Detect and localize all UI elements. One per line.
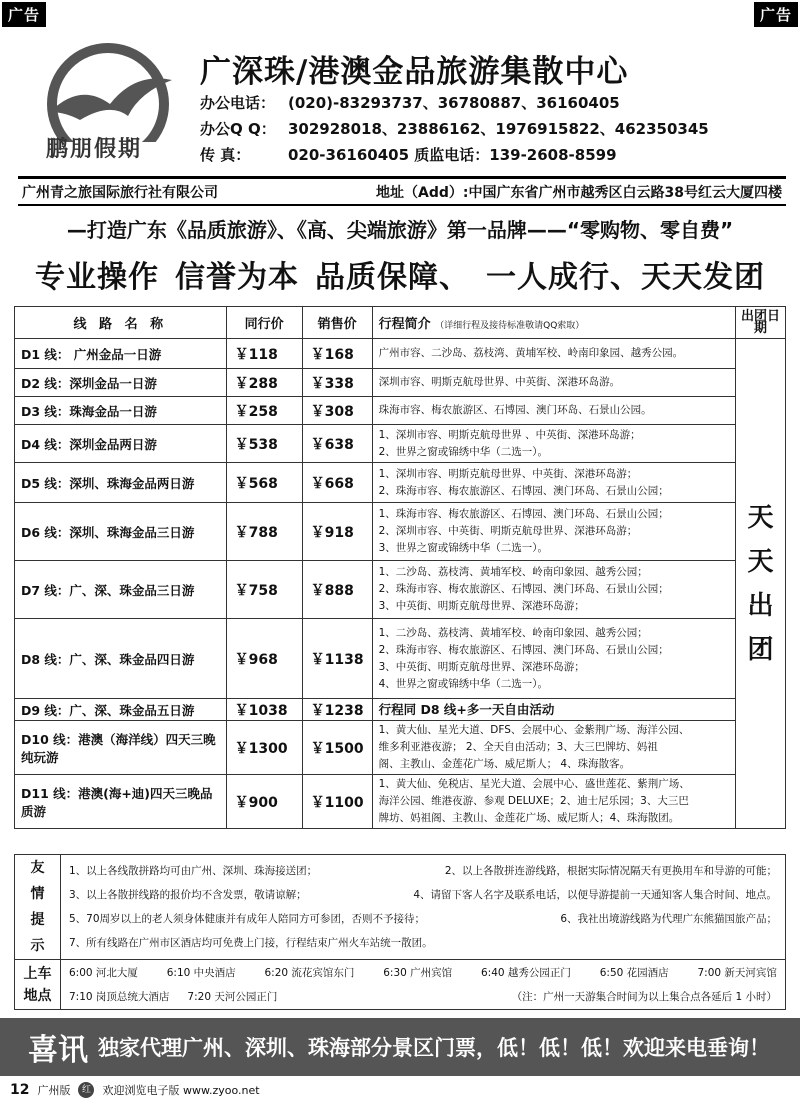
pickup-row bbox=[15, 960, 786, 1010]
slogan: —打造广东《品质旅游》、《高、尖端旅游》第一品牌——“零购物、零自费” bbox=[66, 218, 734, 242]
itinerary bbox=[372, 775, 735, 829]
itinerary-line: 海洋公园、维港夜游、参观 DELUXE；2、迪士尼乐园；3、大三巴 bbox=[378, 795, 689, 807]
peer-price: ￥538 bbox=[226, 425, 302, 463]
table-header: 线 路 名 称 同行价 销售价 行程简介 （详细行程及接待标准敬请QQ索取） 出团日期 bbox=[15, 307, 786, 339]
itinerary-line: 1、黄大仙、免税店、星光大道、会展中心、盛世莲花、紫荆广场、 bbox=[378, 778, 690, 790]
contact-qq: 办公Q Q： 302928018、23886162、1976915822、462350345 bbox=[200, 120, 709, 138]
table-row bbox=[15, 463, 786, 503]
agency-name: 广州青之旅国际旅行社有限公司 bbox=[22, 184, 218, 201]
brand-name: 鹏朋假期 bbox=[46, 137, 143, 162]
sale-price: ￥1238 bbox=[302, 699, 372, 721]
table-row bbox=[15, 397, 786, 425]
itinerary bbox=[372, 425, 735, 463]
itinerary-line: 行程同 D8 线+多一天自由活动 bbox=[378, 702, 555, 717]
itinerary-line: 阁、主教山、金莲花广场、威尼斯人； 4、珠海散客。 bbox=[378, 758, 631, 770]
itinerary-line: 2、珠海市容、梅农旅游区、石博园、澳门环岛、石景山公园； bbox=[378, 643, 669, 656]
itinerary bbox=[372, 463, 735, 503]
peer-price: ￥900 bbox=[226, 775, 302, 829]
edition: 广州版 bbox=[37, 1084, 71, 1097]
itinerary-line: 珠海市容、梅农旅游区、石博园、澳门环岛、石景山公园。 bbox=[378, 404, 652, 416]
itinerary-line: 2、珠海市容、梅农旅游区、石博园、澳门环岛、石景山公园； bbox=[378, 583, 669, 595]
sale-price: ￥338 bbox=[302, 369, 372, 397]
route-name: D7 线：广、深、珠金品三日游 bbox=[15, 561, 227, 619]
peer-price: ￥1038 bbox=[226, 699, 302, 721]
pickup-point: 6:30 广州宾馆 bbox=[383, 966, 453, 979]
table-row bbox=[15, 503, 786, 561]
route-name: D5 线：深圳、珠海金品两日游 bbox=[15, 463, 227, 503]
route-name: D9 线：广、深、珠金品五日游 bbox=[15, 699, 227, 721]
pickup-point: 6:00 河北大厦 bbox=[69, 966, 138, 979]
itinerary-line: 3、中英街、明斯克航母世界、深港环岛游； bbox=[378, 660, 585, 673]
itinerary-line: 1、二沙岛、荔枝湾、黄埔军校、岭南印象园、越秀公园； bbox=[378, 566, 648, 578]
pickup-body bbox=[61, 960, 786, 1010]
itinerary-line: 深圳市容、明斯克航母世界、中英街、深港环岛游。 bbox=[378, 376, 621, 388]
itinerary bbox=[372, 561, 735, 619]
pickup-point: 7:20 天河公园正门 bbox=[187, 990, 278, 1003]
route-name: D11 线：港澳(海+迪)四天三晚品质游 bbox=[15, 775, 227, 829]
routes-table bbox=[14, 306, 786, 829]
banner-headline: 喜讯 bbox=[28, 1033, 88, 1068]
peer-price: ￥118 bbox=[226, 339, 302, 369]
sale-price: ￥1100 bbox=[302, 775, 372, 829]
itinerary bbox=[372, 369, 735, 397]
itinerary-line: 3、世界之窗或锦绣中华（二选一）。 bbox=[378, 542, 549, 554]
sale-price: ￥918 bbox=[302, 503, 372, 561]
pickup-point: 6:50 花园酒店 bbox=[599, 966, 669, 979]
sale-price: ￥638 bbox=[302, 425, 372, 463]
itinerary bbox=[372, 397, 735, 425]
sale-price: ￥668 bbox=[302, 463, 372, 503]
pickup-point: （注：广州一天游集合时间为以上集合点各延后 1 小时） bbox=[511, 990, 777, 1003]
site-logo-icon: 红 bbox=[78, 1082, 94, 1098]
agency-address: 地址（Add）:中国广东省广州市越秀区白云路38号红云大厦四楼 bbox=[376, 184, 782, 201]
pickup-point: 6:10 中央酒店 bbox=[166, 966, 236, 979]
route-name: D8 线：广、深、珠金品四日游 bbox=[15, 619, 227, 699]
pickup-line bbox=[69, 961, 777, 985]
itinerary-line: 维多利亚港夜游； 2、全天自由活动；3、大三巴牌坊、妈祖 bbox=[378, 741, 658, 753]
itinerary-line: 2、珠海市容、梅农旅游区、石博园、澳门环岛、石景山公园； bbox=[378, 484, 669, 497]
sale-price: ￥1138 bbox=[302, 619, 372, 699]
motto: 专业操作 信誉为本 品质保障、 一人成行、天天发团 bbox=[35, 260, 765, 295]
table-row bbox=[15, 699, 786, 721]
route-name: D2 线：深圳金品一日游 bbox=[15, 369, 227, 397]
peer-price: ￥288 bbox=[226, 369, 302, 397]
table-row bbox=[15, 561, 786, 619]
news-banner bbox=[0, 1018, 800, 1076]
contact-phone: 办公电话： (020)-83293737、36780887、36160405 bbox=[200, 94, 620, 112]
itinerary-line: 牌坊、妈祖阁、主教山、金莲花广场、威尼斯人；4、珠海散团。 bbox=[378, 812, 680, 824]
route-name: D4 线：深圳金品两日游 bbox=[15, 425, 227, 463]
itinerary-line: 1、黄大仙、星光大道、DFS、会展中心、金紫荆广场、海洋公园、 bbox=[378, 724, 690, 736]
itinerary-line: 2、深圳市容、中英街、明斯克航母世界、深港环岛游； bbox=[378, 525, 638, 537]
notice-table bbox=[14, 854, 786, 1010]
banner-text: 独家代理广州、深圳、珠海部分景区门票，低！低！低！欢迎来电垂询！ bbox=[98, 1035, 770, 1060]
itinerary-line: 1、深圳市容、明斯克航母世界 、中英街、深港环岛游； bbox=[378, 428, 641, 441]
itinerary-line: 1、二沙岛、荔枝湾、黄埔军校、岭南印象园、越秀公园； bbox=[378, 626, 648, 639]
itinerary bbox=[372, 339, 735, 369]
itinerary bbox=[372, 503, 735, 561]
agency-bar bbox=[18, 176, 786, 206]
notice-line: 1、以上各线散拼路均可由广州、深圳、珠海接送团； 2、以上各散拼连游线路，根据实际情况隔天有更换用车和导游的可能； bbox=[69, 865, 777, 877]
notice-body bbox=[61, 855, 786, 960]
footer-link[interactable]: 欢迎浏览电子版 www.zyoo.net bbox=[102, 1084, 260, 1097]
footer bbox=[10, 1082, 260, 1098]
pickup-point: 6:20 流花宾馆东门 bbox=[264, 966, 355, 979]
table-row bbox=[15, 775, 786, 829]
itinerary-line: 3、中英街、明斯克航母世界、深港环岛游； bbox=[378, 600, 585, 612]
route-name: D6 线：深圳、珠海金品三日游 bbox=[15, 503, 227, 561]
notice-row bbox=[15, 855, 786, 960]
table-row bbox=[15, 721, 786, 775]
pickup-line bbox=[69, 985, 777, 1009]
itinerary-line: 1、珠海市容、梅农旅游区、石博园、澳门环岛、石景山公园； bbox=[378, 508, 669, 520]
route-name: D3 线：珠海金品一日游 bbox=[15, 397, 227, 425]
peer-price: ￥258 bbox=[226, 397, 302, 425]
notice-label: 友情提示 bbox=[15, 855, 61, 960]
header bbox=[0, 22, 800, 170]
page-number: 12 bbox=[10, 1082, 30, 1098]
sale-price: ￥308 bbox=[302, 397, 372, 425]
table-row bbox=[15, 619, 786, 699]
contact-fax: 传 真： 020-36160405 质监电话：139-2608-8599 bbox=[200, 146, 617, 164]
itinerary-line: 2、世界之窗或锦绣中华（二选一）。 bbox=[378, 445, 549, 458]
sale-price: ￥888 bbox=[302, 561, 372, 619]
notice-line: 7、所有线路在广州市区酒店均可免费上门接，行程结束广州火车站统一散团。 bbox=[69, 937, 433, 949]
itinerary bbox=[372, 721, 735, 775]
peer-price: ￥568 bbox=[226, 463, 302, 503]
itinerary bbox=[372, 699, 735, 721]
itinerary bbox=[372, 619, 735, 699]
table-row bbox=[15, 369, 786, 397]
ad-tag-right: 广告 bbox=[754, 2, 798, 27]
route-name: D10 线：港澳（海洋线）四天三晚纯玩游 bbox=[15, 721, 227, 775]
itinerary-line: 1、深圳市容、明斯克航母世界、中英街、深港环岛游； bbox=[378, 467, 638, 480]
table-row bbox=[15, 425, 786, 463]
pickup-point: 7:10 岗顶总统大酒店 bbox=[69, 990, 170, 1003]
notice-line: 3、以上各散拼线路的报价均不含发票，敬请谅解； 4、请留下客人名字及联系电话，以便导游提前一天通知客人集合时间、地点。 bbox=[69, 889, 777, 901]
itinerary-line: 4、世界之窗或锦绣中华（二选一）。 bbox=[378, 677, 549, 690]
peer-price: ￥1300 bbox=[226, 721, 302, 775]
pickup-label: 上车地点 bbox=[15, 960, 61, 1010]
route-name: D1 线： 广州金品一日游 bbox=[15, 339, 227, 369]
peer-price: ￥788 bbox=[226, 503, 302, 561]
pickup-point: 6:40 越秀公园正门 bbox=[481, 966, 571, 979]
table-row bbox=[15, 339, 786, 369]
departure-daily: 天天出团 bbox=[736, 339, 786, 829]
itinerary-line: 广州市容、二沙岛、荔枝湾、黄埔军校、岭南印象园、越秀公园。 bbox=[378, 347, 684, 359]
peer-price: ￥968 bbox=[226, 619, 302, 699]
peer-price: ￥758 bbox=[226, 561, 302, 619]
sale-price: ￥1500 bbox=[302, 721, 372, 775]
ad-tag-left: 广告 bbox=[2, 2, 46, 27]
page-title: 广深珠/港澳金品旅游集散中心 bbox=[200, 54, 629, 90]
pickup-point: 7:00 新天河宾馆 bbox=[697, 966, 777, 979]
notice-line: 5、70周岁以上的老人须身体健康并有成年人陪同方可参团，否则不予接待； 6、我社出境游线路为代理广东熊猫国旅产品； bbox=[69, 913, 777, 925]
sale-price: ￥168 bbox=[302, 339, 372, 369]
